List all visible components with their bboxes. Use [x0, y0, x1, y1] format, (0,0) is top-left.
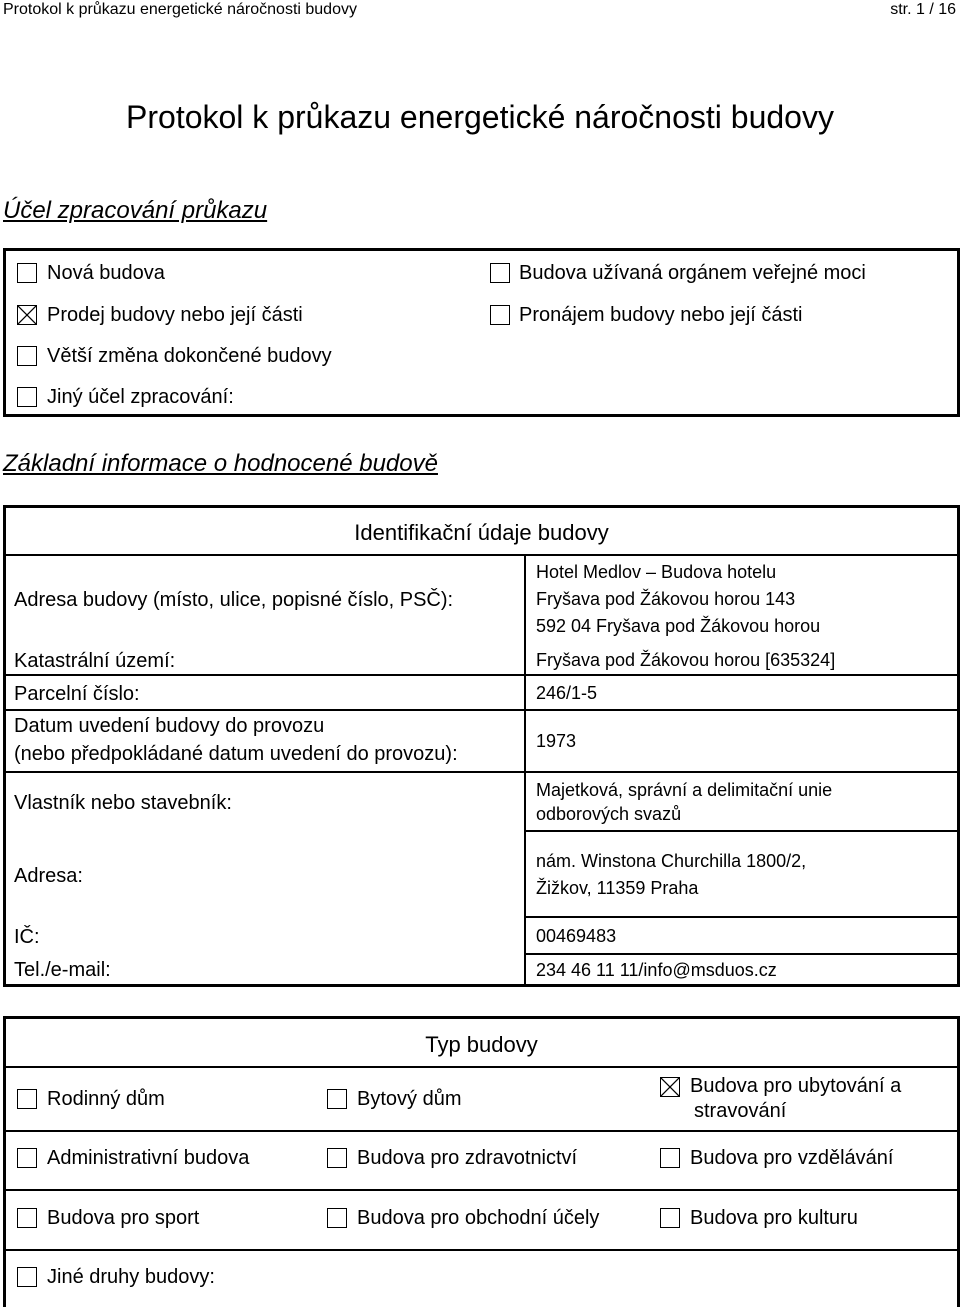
label-tel: Tel./e-mail: [14, 959, 111, 981]
row-divider [524, 953, 957, 955]
value-adresa-vlastnika-line-1: nám. Winstona Churchilla 1800/2, [536, 851, 807, 871]
checkbox-sport[interactable] [17, 1208, 37, 1228]
checkbox-jiny-ucel[interactable] [17, 387, 37, 407]
value-vlastnik-line-1: Majetková, správní a delimitační unie [536, 780, 833, 800]
caption-divider [6, 554, 957, 556]
checkbox-rodinny-dum[interactable] [17, 1089, 37, 1109]
label-ic: IČ: [14, 926, 40, 948]
value-katastr: Fryšava pod Žákovou horou [635324] [536, 650, 836, 670]
check-x-icon [661, 1078, 679, 1096]
value-datum: 1973 [536, 731, 577, 751]
label-rodinny-dum: Rodinný dům [47, 1088, 165, 1110]
label-adresa-budovy: Adresa budovy (místo, ulice, popisné číslo, PSČ): [14, 589, 454, 611]
checkbox-zdravotnictvi[interactable] [327, 1148, 347, 1168]
purpose-box [3, 248, 960, 417]
column-divider [524, 554, 526, 984]
checkbox-verejna-moc[interactable] [490, 263, 510, 283]
label-zdravotnictvi: Budova pro zdravotnictví [357, 1147, 578, 1169]
label-verejna-moc: Budova užívaná orgánem veřejné moci [519, 262, 866, 284]
label-administrativni: Administrativní budova [47, 1147, 250, 1169]
row-divider [6, 1249, 957, 1251]
label-sport: Budova pro sport [47, 1207, 200, 1229]
identification-caption: Identifikační údaje budovy [354, 520, 609, 545]
identification-table [3, 505, 960, 987]
checkbox-kultura[interactable] [660, 1208, 680, 1228]
label-jiny-ucel: Jiný účel zpracování: [47, 386, 234, 408]
label-ubytovani-line-2: stravování [694, 1100, 787, 1122]
label-obchodni: Budova pro obchodní účely [357, 1207, 600, 1229]
checkbox-nova-budova[interactable] [17, 263, 37, 283]
checkbox-vetsi-zmena[interactable] [17, 346, 37, 366]
label-datum [14, 712, 458, 768]
label-datum-line-1: Datum uvedení budovy do provozu [14, 715, 325, 737]
label-parcela: Parcelní číslo: [14, 683, 140, 705]
checkbox-bytovy-dum[interactable] [327, 1089, 347, 1109]
row-divider [6, 674, 957, 676]
row-divider [524, 916, 957, 918]
building-type-table [3, 1016, 960, 1307]
value-adresa-line-2: Fryšava pod Žákovou horou 143 [536, 589, 796, 609]
building-type-caption: Typ budovy [425, 1032, 538, 1057]
page-number: str. 1 / 16 [890, 1, 956, 18]
value-adresa-line-1: Hotel Medlov – Budova hotelu [536, 562, 777, 582]
label-nova-budova: Nová budova [47, 262, 165, 284]
label-vlastnik: Vlastník nebo stavebník: [14, 792, 232, 814]
value-adresa-vlastnika [536, 848, 806, 902]
caption-divider [6, 1066, 957, 1068]
row-divider [6, 771, 957, 773]
row-divider [6, 1130, 957, 1132]
label-bytovy-dum: Bytový dům [357, 1088, 462, 1110]
value-adresa-vlastnika-line-2: Žižkov, 11359 Praha [536, 878, 699, 898]
checkbox-obchodni[interactable] [327, 1208, 347, 1228]
running-header-title: Protokol k průkazu energetické náročnosti budovy [3, 1, 357, 18]
row-divider [6, 709, 957, 711]
row-divider [6, 1189, 957, 1191]
label-vetsi-zmena: Větší změna dokončené budovy [47, 345, 332, 367]
checkbox-jine-druhy[interactable] [17, 1267, 37, 1287]
label-datum-line-2: (nebo předpokládané datum uvedení do provozu): [14, 743, 458, 765]
value-parcela: 246/1-5 [536, 683, 598, 703]
row-divider [524, 830, 957, 832]
label-jine-druhy: Jiné druhy budovy: [47, 1266, 215, 1288]
checkbox-vzdelavani[interactable] [660, 1148, 680, 1168]
label-vzdelavani: Budova pro vzdělávání [690, 1147, 894, 1169]
checkbox-ubytovani[interactable] [660, 1077, 680, 1097]
label-adresa-vlastnika: Adresa: [14, 865, 83, 887]
basic-info-heading: Základní informace o hodnocené budově [3, 450, 438, 477]
page-title: Protokol k průkazu energetické náročnosti budovy [126, 99, 834, 135]
value-adresa-budovy [536, 559, 820, 640]
label-ubytovani-line-1: Budova pro ubytování a [690, 1075, 902, 1097]
value-vlastnik-line-2: odborových svazů [536, 804, 682, 824]
label-kultura: Budova pro kulturu [690, 1207, 858, 1229]
value-tel: 234 46 11 11/info@msduos.cz [536, 960, 777, 980]
label-katastr: Katastrální území: [14, 650, 176, 672]
checkbox-prodej[interactable] [17, 305, 37, 325]
value-adresa-line-3: 592 04 Fryšava pod Žákovou horou [536, 616, 821, 636]
purpose-heading: Účel zpracování průkazu [3, 197, 268, 224]
checkbox-administrativni[interactable] [17, 1148, 37, 1168]
label-ubytovani [690, 1074, 901, 1124]
check-x-icon [18, 306, 36, 324]
label-prodej: Prodej budovy nebo její části [47, 304, 303, 326]
checkbox-pronajem[interactable] [490, 305, 510, 325]
label-pronajem: Pronájem budovy nebo její části [519, 304, 803, 326]
value-ic: 00469483 [536, 926, 617, 946]
value-vlastnik [536, 778, 832, 826]
